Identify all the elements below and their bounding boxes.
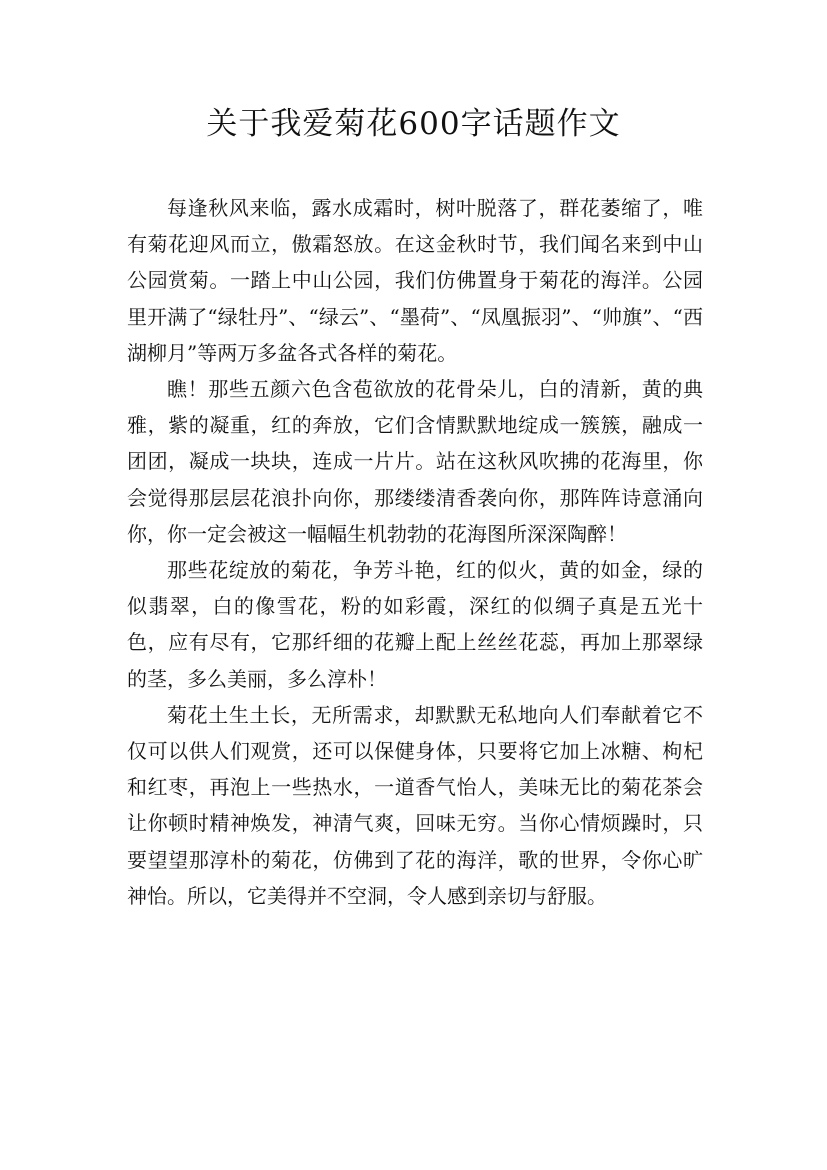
document-title: 关于我爱菊花600字话题作文 (206, 106, 621, 142)
paragraph-2: 瞧！那些五颜六色含苞欲放的花骨朵儿，白的清新，黄的典雅，紫的凝重，红的奔放，它们含情默默地绽成一簇簇，融成一团团，凝成一块块，连成一片片。站在这秋风吹拂的花海里，你会觉得那层层花浪扑向你，那缕缕清香袭向你，那阵阵诗意涌向你，你一定会被这一幅幅生机勃勃的花海图所深深陶醉！ (127, 377, 703, 546)
paragraph-1: 每逢秋风来临，露水成霜时，树叶脱落了，群花萎缩了，唯有菊花迎风而立，傲霜怒放。在这金秋时节，我们闻名来到中山公园赏菊。一踏上中山公园，我们仿佛置身于菊花的海洋。公园里开满了“绿牡丹”、“绿云”、“墨荷”、“凤凰振羽”、“帅旗”、“西湖柳月”等两万多盆各式各样的菊花。 (127, 196, 703, 365)
paragraph-4: 菊花土生土长，无所需求，却默默无私地向人们奉献着它不仅可以供人们观赏，还可以保健身体，只要将它加上冰糖、枸杞和红枣，再泡上一些热水，一道香气怡人，美味无比的菊花茶会让你顿时精神焕发，神清气爽，回味无穷。当你心情烦躁时，只要望望那淳朴的菊花，仿佛到了花的海洋，歌的世界，令你心旷神怡。所以，它美得并不空洞，令人感到亲切与舒服。 (127, 702, 703, 908)
document-body (127, 190, 703, 914)
paragraph-3: 那些花绽放的菊花，争芳斗艳，红的似火，黄的如金，绿的似翡翠，白的像雪花，粉的如彩霞，深红的似绸子真是五光十色，应有尽有，它那纤细的花瓣上配上丝丝花蕊，再加上那翠绿的茎，多么美丽，多么淳朴！ (127, 558, 703, 691)
